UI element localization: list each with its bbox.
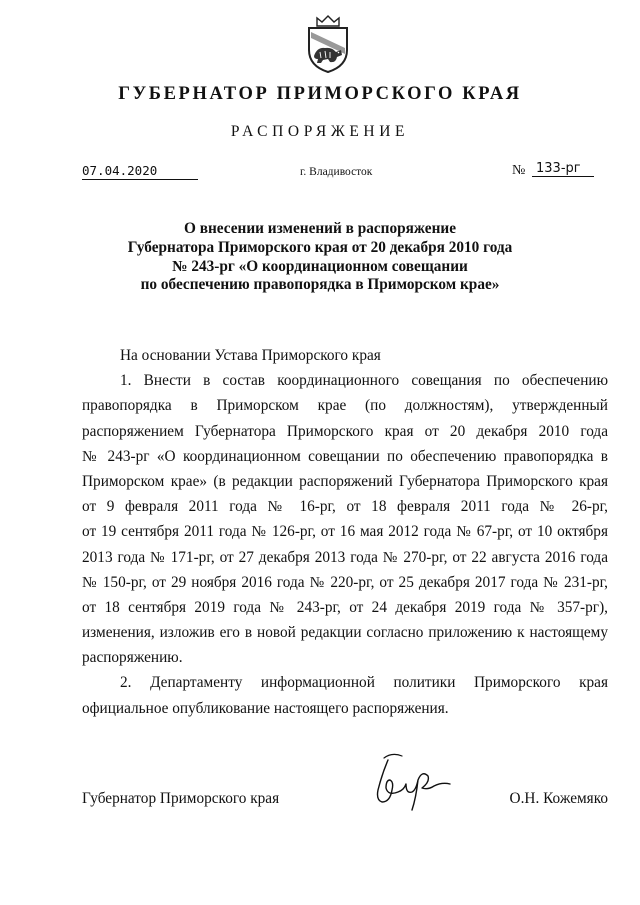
body-line: Приморском крае» (в редакции распоряжений Губернатора Приморского края <box>82 472 608 490</box>
document-date: 07.04.2020 <box>82 163 198 180</box>
body-line: официальное опубликование настоящего распоряжения. <box>82 699 449 717</box>
body-line: изменения, изложив его в новой редакции согласно приложению к настоящему <box>82 624 608 642</box>
signatory-name: О.Н. Кожемяко <box>509 790 608 807</box>
body-line: от 9 февраля 2011 года № 16-рг, от 18 февраля 2011 года № 26-рг, <box>82 498 608 516</box>
body-line: На основании Устава Приморского края <box>120 347 381 364</box>
title-line: № 243-рг «О координационном совещании <box>172 257 468 275</box>
document-type: РАСПОРЯЖЕНИЕ <box>230 123 410 140</box>
title-line: Губернатора Приморского края от 20 декабря 2010 года <box>127 238 513 256</box>
body-line: 1. Внести в состав координационного совещания по обеспечению <box>120 372 608 390</box>
body-line: от 18 сентября 2019 года № 243-рг, от 24 декабря 2019 года № 357-рг), <box>82 598 608 616</box>
body-line: 2013 года № 171-рг, от 27 декабря 2013 года № 270-рг, от 22 августа 2016 года <box>82 548 608 566</box>
body-line: распоряжению. <box>82 649 183 667</box>
issuing-authority: ГУБЕРНАТОР ПРИМОРСКОГО КРАЯ <box>118 84 522 104</box>
body-line: № 150-рг, от 29 ноября 2016 года № 220-рг, от 25 декабря 2017 года № 231-рг, <box>82 573 608 591</box>
signatory-position: Губернатор Приморского края <box>82 790 280 807</box>
title-line: по обеспечению правопорядка в Приморском крае» <box>140 276 500 294</box>
document-title <box>80 220 560 295</box>
number-sign: № <box>512 163 526 178</box>
body-line: № 243-рг «О координационном совещании по обеспечению правопорядка в <box>82 447 608 465</box>
document-number: 133-рг <box>532 161 594 177</box>
title-line: О внесении изменений в распоряжение <box>184 220 456 237</box>
document-body <box>82 343 608 721</box>
document-city: г. Владивосток <box>300 166 373 178</box>
body-line: правопорядка в Приморском крае (по должностям), утвержденный <box>82 397 608 415</box>
handwritten-signature <box>362 750 462 816</box>
body-line: от 19 сентября 2011 года № 126-рг, от 16 мая 2012 года № 67-рг, от 10 октября <box>82 523 608 541</box>
coat-of-arms-icon <box>303 14 353 74</box>
body-line: 2. Департаменту информационной политики Приморского края <box>120 674 608 692</box>
body-line: распоряжением Губернатора Приморского края от 20 декабря 2010 года <box>82 422 608 440</box>
